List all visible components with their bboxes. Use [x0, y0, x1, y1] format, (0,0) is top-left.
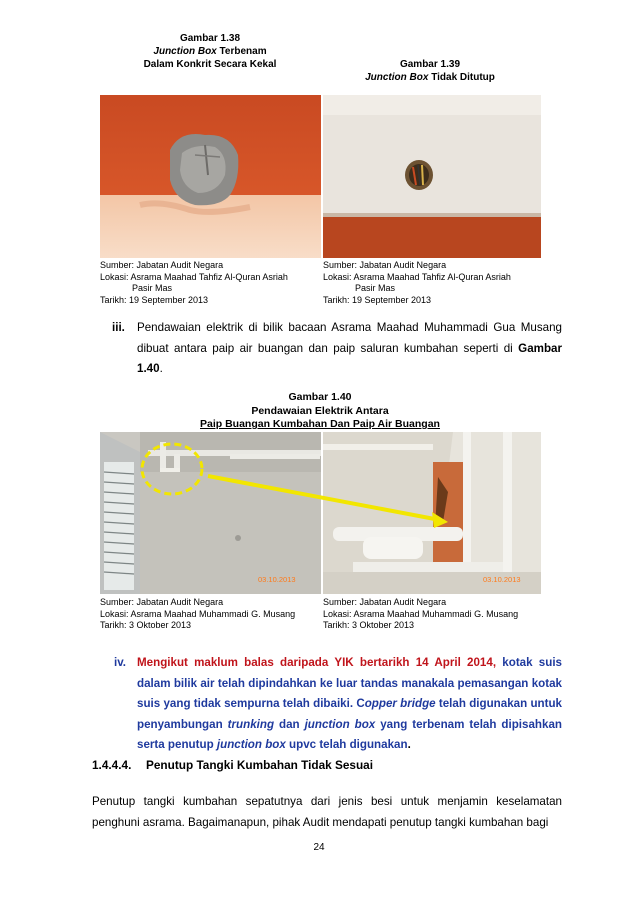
item-iv-text: Mengikut maklum balas daripada YIK bertarikh 14 April 2014, kotak suis dalam bilik air telah dipindahkan ke luar tandas manakala pemasangan kotak suis yang tidak sempurna telah dibaiki. Copper bridge telah digunakan untuk penyambungan trunking dan junction box yang terbenam telah dipisahkan serta penutup junction box upvc telah digunakan. — [137, 656, 562, 751]
item-iii-number: iii. — [112, 321, 125, 334]
body-paragraph: Penutup tangki kumbahan sepatutnya dari jenis besi untuk menjamin keselamatan penghuni asrama. Bagaimanapun, pihak Audit mendapati penutup tangki kumbahan bagi — [92, 795, 562, 829]
fig140-right-photo-stamp: 03.10.2013 — [483, 575, 521, 584]
fig138-location2: Pasir Mas — [132, 283, 173, 293]
fig140-highlight-arrow — [100, 432, 541, 594]
fig139-photo — [323, 95, 541, 258]
fig139-date: Tarikh: 19 September 2013 — [323, 294, 432, 305]
fig140-right-source-block — [323, 597, 545, 632]
fig139-photo-drawing — [323, 95, 541, 258]
fig140-left-source: Sumber: Jabatan Audit Negara — [100, 597, 224, 607]
fig139-title: Gambar 1.39 — [399, 59, 461, 70]
fig138-date: Tarikh: 19 September 2013 — [100, 294, 209, 305]
fig140-left-location: Lokasi: Asrama Maahad Muhammadi G. Musang — [100, 608, 296, 619]
fig139-location2: Pasir Mas — [355, 283, 396, 293]
fig138-title: Gambar 1.38 — [179, 33, 241, 44]
section-title: Penutup Tangki Kumbahan Tidak Sesuai — [146, 758, 374, 772]
fig139-location: Lokasi: Asrama Maahad Tahfiz Al-Quran Asriah — [323, 271, 511, 282]
fig140-left-photo-stamp: 03.10.2013 — [258, 575, 296, 584]
fig140-right-location: Lokasi: Asrama Maahad Muhammadi G. Musang — [323, 608, 519, 619]
fig138-photo — [100, 95, 321, 258]
fig139-caption — [322, 58, 538, 84]
fig138-line3: Dalam Konkrit Secara Kekal — [143, 59, 277, 70]
item-iv-number: iv. — [114, 656, 127, 669]
item-iii-text: Pendawaian elektrik di bilik bacaan Asrama Maahad Muhammadi Gua Musang dibuat antara paip air buangan dan paip saluran kumbahan seperti di Gambar 1.40. — [137, 321, 562, 375]
fig139-source: Sumber: Jabatan Audit Negara — [323, 260, 447, 270]
fig140-caption — [100, 391, 540, 432]
fig138-location: Lokasi: Asrama Maahad Tahfiz Al-Quran Asriah — [100, 271, 288, 282]
fig138-source-block — [100, 260, 322, 306]
fig138-caption — [100, 32, 320, 71]
fig140-left-source-block — [100, 597, 322, 632]
fig140-left-date: Tarikh: 3 Oktober 2013 — [100, 620, 192, 630]
fig140-title: Gambar 1.40 — [288, 391, 352, 403]
fig138-photo-drawing — [100, 95, 321, 258]
fig140-right-date: Tarikh: 3 Oktober 2013 — [323, 620, 415, 630]
fig140-right-source: Sumber: Jabatan Audit Negara — [323, 597, 447, 607]
fig138-subtitle: Junction Box Terbenam — [153, 46, 267, 57]
fig138-source: Sumber: Jabatan Audit Negara — [100, 260, 224, 270]
fig139-source-block — [323, 260, 545, 306]
fig140-line3: Paip Buangan Kumbahan Dan Paip Air Buangan — [200, 418, 440, 430]
fig139-subtitle: Junction Box Tidak Ditutup — [365, 72, 495, 83]
page-number: 24 — [313, 842, 325, 853]
section-number: 1.4.4.4. — [92, 758, 132, 772]
fig140-line2: Pendawaian Elektrik Antara — [251, 404, 389, 417]
